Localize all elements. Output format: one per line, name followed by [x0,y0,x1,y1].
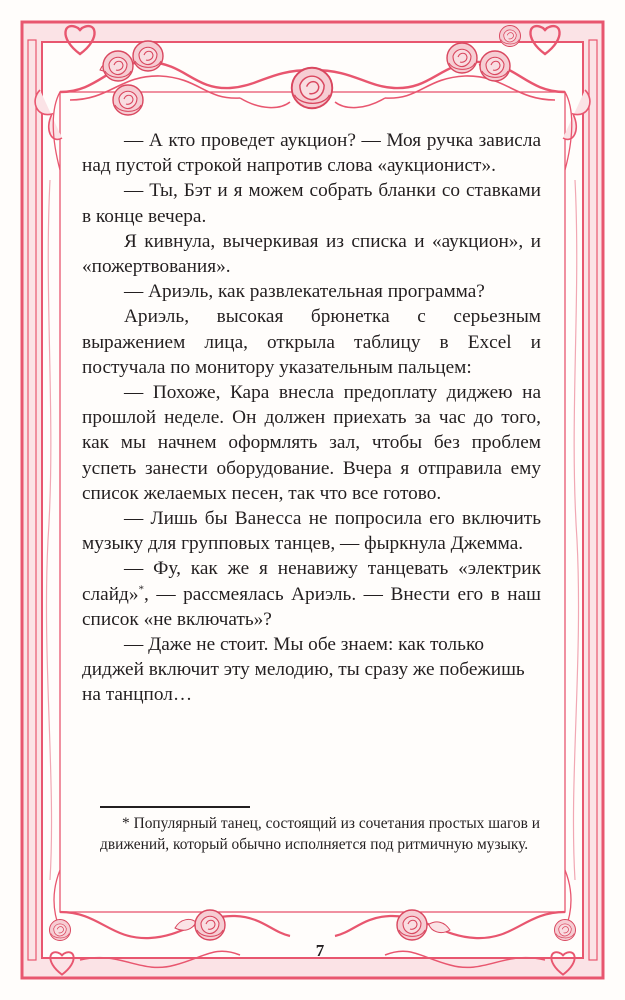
paragraph: — Ты, Бэт и я можем собрать бланки со ставками в конце вечера. [82,180,541,227]
paragraph-text: , — рассмеялась Ариэль. — Внести его в наш список «не включать»? [82,583,541,630]
footnote [100,814,540,855]
paragraph: — Лишь бы Ванесса не попросила его включить музыку для групповых танцев, — фыркнула Джемма. [82,508,541,555]
paragraph: — Ариэль, как развлекательная программа? [124,281,485,303]
page-number: 7 [315,941,325,960]
paragraph: — Даже не стоит. Мы обе знаем: как только диджей включит эту мелодию, ты сразу же побежишь на танцпол… [82,634,525,706]
body-text [82,128,541,708]
footnote-marker: * [138,583,145,596]
paragraph-with-footnote [82,556,541,632]
paragraph: — А кто проведет аукцион? — Моя ручка зависла над пустой строкой напротив слова «аукционист». [82,130,541,177]
footnote-text: * Популярный танец, состоящий из сочетания простых шагов и движений, который обычно исполняется под ритмичную музыку. [100,815,540,853]
paragraph: Ариэль, высокая брюнетка с серьезным выражением лица, открыла таблицу в Excel и постучала по монитору указательным пальцем: [82,306,541,378]
paragraph: — Похоже, Кара внесла предоплату диджею на прошлой неделе. Он должен приехать за час до того, как мы начнем оформлять зал, чтобы без проблем успеть занести оборудование. Вчера я отправила ему список желаемых песен, так что все готово. [82,382,541,504]
paragraph: Я кивнула, вычеркивая из списка и «аукцион», и «пожертвования». [82,230,541,278]
paragraph-text: — Фу, как же я ненавижу танцевать «электрик слайд» [82,558,541,605]
footnote-divider [100,806,250,808]
